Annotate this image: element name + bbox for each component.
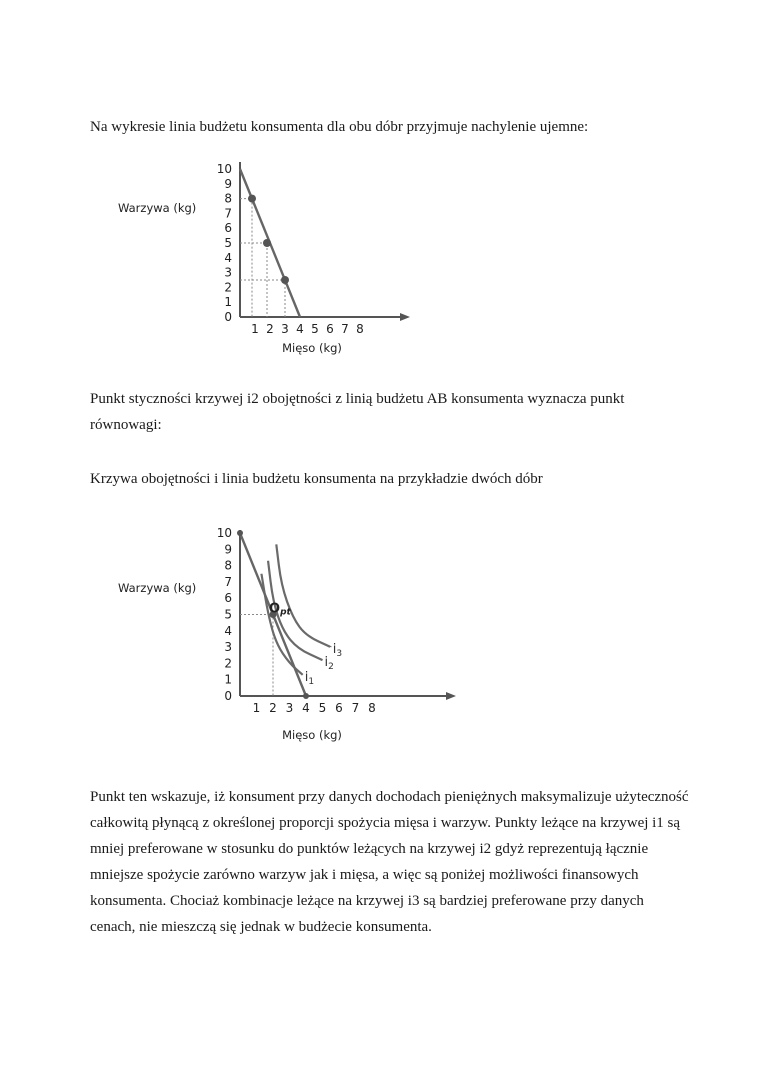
x-axis-arrow-icon: [446, 692, 456, 700]
x-tick-label: 4: [296, 322, 304, 336]
indifference-curves-chart: [110, 520, 470, 750]
x-tick-label: 3: [281, 322, 289, 336]
y-axis-label: Warzywa (kg): [118, 201, 197, 215]
paragraph-intro: Na wykresie linia budżetu konsumenta dla obu dóbr przyjmuje nachylenie ujemne:: [90, 119, 589, 135]
x-tick-label: 6: [335, 701, 343, 715]
x-tick-label: 4: [302, 701, 310, 715]
y-tick-label: 5: [224, 236, 232, 250]
x-tick-label: 2: [269, 701, 277, 715]
budget-line-chart: [110, 150, 430, 365]
x-tick-label: 1: [251, 322, 259, 336]
x-tick-label: 5: [318, 701, 327, 715]
curve-label-i2: [325, 655, 334, 672]
x-axis-arrow-icon: [400, 313, 410, 321]
curve-label-base: i: [332, 642, 337, 658]
curve-label-base: i: [324, 655, 329, 671]
y-tick-label: 1: [224, 295, 232, 310]
x-tick-label: 8: [356, 322, 364, 336]
y-tick-label: 4: [224, 250, 232, 265]
y-tick-label: 6: [224, 221, 232, 236]
optimum-label-main: O: [269, 601, 281, 617]
curve-label-base: i: [304, 669, 309, 685]
y-tick-label: 2: [224, 656, 232, 671]
dotted-guide-line: [240, 615, 273, 697]
y-tick-label: 2: [224, 280, 232, 295]
y-tick-label: 6: [224, 591, 232, 606]
budget-point: [263, 239, 271, 247]
budget-point: [281, 276, 289, 284]
y-tick-label: 0: [224, 689, 232, 703]
y-tick-label: 0: [224, 310, 232, 324]
curve-label-subscript: 2: [328, 662, 334, 673]
y-tick-label: 9: [224, 176, 232, 191]
y-tick-label: 7: [224, 574, 232, 589]
x-axis-label: Mięso (kg): [282, 341, 342, 355]
y-tick-label: 5: [224, 607, 232, 622]
budget-point: [248, 195, 256, 203]
paragraph-explanation: Punkt ten wskazuje, iż konsument przy danych dochodach pieniężnych maksymalizuje użyteczność całkowitą płynącą z określonej proporcji spożycia mięsa i warzyw. Punkty leżące na krzywej i1 są mniej preferowane w stosunku do punktów leżących na krzywej i2 gdyż reprezentują łącznie mniejsze spożycie zarówno warzyw jak i mięsa, a więc są poniżej możliwości finansowych konsumenta. Chociaż kombinacje leżące na krzywej i3 są bardziej preferowane przy danych cenach, nie mieszczą się jednak w budżecie konsumenta.: [90, 789, 689, 935]
y-tick-label: 1: [224, 672, 232, 687]
y-tick-label: 4: [224, 623, 232, 638]
y-tick-label: 3: [224, 265, 232, 280]
curve-label-subscript: 1: [308, 676, 315, 687]
y-tick-label: 10: [216, 162, 232, 176]
y-tick-label: 8: [224, 558, 232, 573]
x-axis-label: Mięso (kg): [282, 728, 342, 742]
y-tick-label: 10: [216, 526, 232, 540]
y-tick-label: 9: [224, 542, 232, 557]
x-tick-label: 1: [252, 701, 261, 715]
chart-caption: Krzywa obojętności i linia budżetu konsumenta na przykładzie dwóch dóbr: [90, 471, 543, 487]
y-tick-label: 7: [224, 206, 232, 221]
x-tick-label: 2: [266, 322, 274, 336]
dotted-guide-line: [240, 199, 252, 317]
x-tick-label: 7: [341, 322, 349, 336]
y-tick-label: 3: [224, 640, 232, 655]
x-tick-label: 3: [285, 701, 294, 715]
curve-label-subscript: 3: [336, 649, 343, 660]
y-axis-label: Warzywa (kg): [118, 581, 197, 595]
y-tick-label: 8: [224, 191, 232, 206]
optimum-label-sub: pt: [280, 607, 291, 618]
dotted-guide-line: [240, 280, 285, 317]
x-tick-label: 5: [311, 322, 319, 336]
x-tick-label: 7: [351, 701, 360, 715]
paragraph-equilibrium: Punkt styczności krzywej i2 obojętności z linią budżetu AB konsumenta wyznacza punkt równowagi:: [90, 391, 625, 433]
budget-intercept-point: [303, 693, 309, 699]
x-tick-label: 8: [368, 701, 376, 715]
budget-intercept-point: [237, 530, 243, 536]
x-tick-label: 6: [326, 322, 334, 336]
curve-label-i1: [305, 670, 314, 687]
curve-label-i3: [333, 642, 342, 659]
